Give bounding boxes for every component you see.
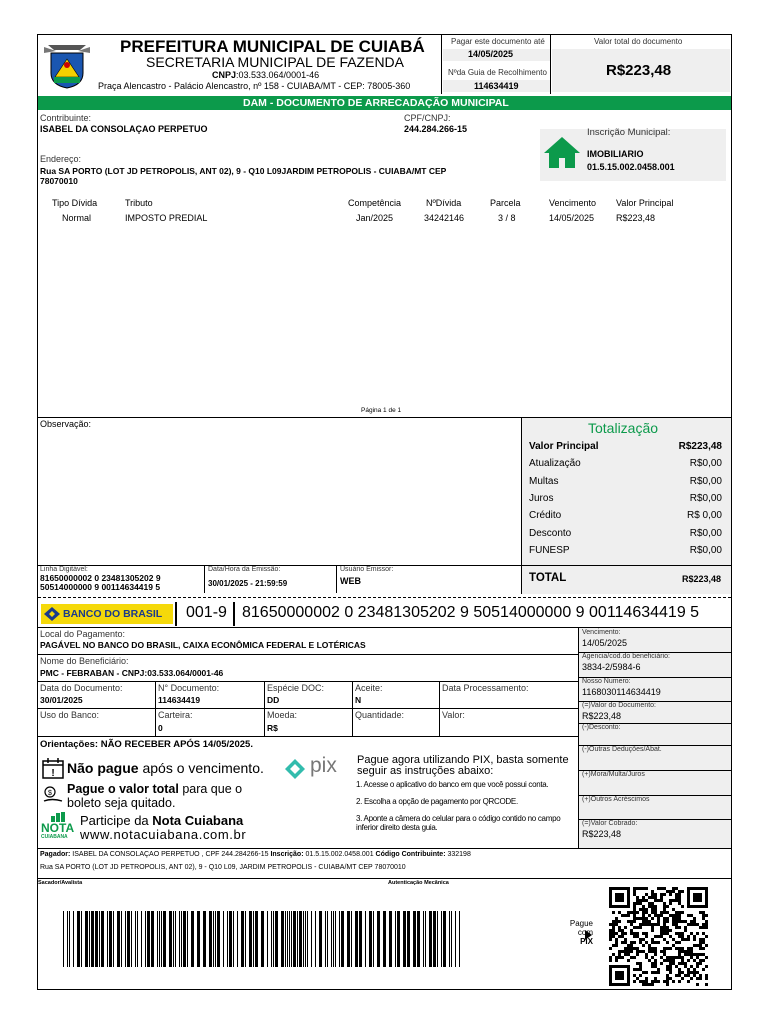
bank-name: BANCO DO BRASIL [63, 608, 163, 620]
th-num-divida: NºDívida [426, 198, 462, 208]
boleto-field-label: (+)Outros Acréscimos [582, 796, 650, 803]
moeda: R$ [267, 723, 278, 733]
document-frame [37, 34, 732, 990]
endereco-line1: Rua SA PORTO (LOT JD PETROPOLIS, ANT 02), 9 - Q10 L09JARDIM PETROPOLIS - CUIABA/MT CEP [40, 166, 447, 176]
boleto-field-value: R$223,48 [582, 711, 622, 721]
boleto-field-label: (-)Desconto: [582, 724, 621, 731]
totalizacao-row-value: R$0,00 [689, 492, 722, 504]
header-title: PREFEITURA MUNICIPAL DE CUIABÁ [120, 37, 425, 56]
pague-pix-2: com [577, 928, 593, 937]
boleto-field-label: (-)Outras Deduções/Abat. [582, 746, 662, 753]
contribuinte-label: Contribuinte: [40, 113, 92, 123]
especie: DD [267, 695, 280, 705]
especie-label: Espécie DOC: [267, 683, 325, 693]
header-cnpj [212, 70, 319, 81]
totalizacao-row-value: R$223,48 [678, 441, 722, 452]
td-valor-principal: R$223,48 [616, 213, 656, 223]
nota-logo-sub: CUIABANA [41, 834, 68, 840]
cnpj-value: :03.533.064/0001-46 [236, 70, 320, 80]
local-pagamento-label: Local do Pagamento: [40, 629, 126, 639]
total-label: Valor total do documento [594, 37, 683, 46]
totalizacao-row [529, 493, 722, 510]
totalizacao-row-label: Crédito [529, 510, 562, 522]
cuiaba-coat-of-arms-icon [42, 41, 92, 89]
digitavel-line1: 81650000002 0 23481305202 9 [40, 573, 161, 583]
pix-qr-code[interactable] [609, 887, 707, 979]
svg-text:!: ! [51, 768, 55, 779]
aceite-label: Aceite: [355, 683, 383, 693]
totalizacao-row [529, 510, 722, 527]
pix-step-3: 3. Aponte a câmera do celular para o código contido no campo inferior direito desta guia. [356, 814, 561, 832]
boleto-field-value: 14/05/2025 [582, 638, 628, 648]
calendar-icon [42, 758, 64, 779]
local-pagamento: PAGÁVEL NO BANCO DO BRASIL, CAIXA ECONÔMICA FEDERAL E LOTÉRICAS [40, 640, 366, 650]
contribuinte-name: ISABEL DA CONSOLAÇAO PERPETUO [40, 124, 208, 134]
pagador-label: Pagador: [40, 851, 71, 858]
pague-valor-line2: boleto seja quitado. [67, 796, 176, 810]
endereco-label: Endereço: [40, 154, 82, 164]
boleto-field-label: Agencia/cod.do beneficiário: [582, 653, 670, 660]
pague-valor-rest: para que o [178, 782, 243, 796]
codigo-contribuinte: 332198 [445, 851, 471, 858]
header-subtitle: SECRETARIA MUNICIPAL DE FAZENDA [146, 54, 405, 70]
uso-banco-label: Uso do Banco: [40, 710, 100, 720]
boleto-field-label: (=)Valor do Documento: [582, 702, 656, 709]
total-value: R$223,48 [606, 62, 672, 79]
inscricao-pagador: 01.5.15.002.0458.001 [303, 851, 376, 858]
boleto-field-label: Nosso Numero: [582, 678, 631, 685]
pix-logo-text: pix [310, 754, 337, 777]
td-tributo: IMPOSTO PREDIAL [125, 213, 208, 223]
emissao-value: 30/01/2025 - 21:59:59 [208, 579, 288, 588]
pague-pix-3: PIX [580, 937, 593, 946]
carteira-label: Carteira: [158, 710, 193, 720]
totalizacao-row-value: R$0,00 [689, 458, 722, 470]
digitavel-line2: 50514000000 9 00114634419 5 [40, 582, 161, 592]
boleto-field-value: R$223,48 [582, 829, 622, 839]
emissao-label: Data/Hora da Emissão: [208, 566, 281, 573]
guia-label: Nºda Guia de Recolhimento [448, 68, 547, 77]
nota-cuiabana-logo [41, 812, 75, 840]
boleto-field-label: Vencimento: [582, 629, 621, 636]
nao-pague-rest: após o vencimento. [138, 760, 264, 776]
pix-title: Pague agora utilizando PIX, basta somente seguir as instruções abaixo: [357, 754, 569, 777]
inscricao-tipo: IMOBILIARIO [587, 149, 644, 159]
th-tipo-divida: Tipo Dívida [52, 198, 98, 208]
house-icon [543, 135, 581, 169]
nota-site: www.notacuiabana.com.br [80, 827, 247, 842]
pague-valor-bold: Pague o valor total [67, 782, 179, 796]
total-row-label: TOTAL [529, 572, 567, 584]
usuario-label: Usuário Emissor: [340, 566, 394, 573]
header-address: Praça Alencastro - Palácio Alencastro, nº 158 - CUIABA/MT - CEP: 78005-360 [98, 81, 411, 91]
participe-bold: Nota Cuiabana [152, 813, 244, 828]
pagador-address: Rua SA PORTO (LOT JD PETROPOLIS, ANT 02), 9 - Q10 L09, JARDIM PETROPOLIS - CUIABA/MT CEP 78070010 [40, 864, 406, 871]
totalizacao-row-label: Atualização [529, 458, 581, 470]
page-indicator: Página 1 de 1 [361, 407, 402, 414]
sacador-label: Sacador/Avalista [38, 880, 83, 886]
beneficiario: PMC - FEBRABAN - CNPJ:03.533.064/0001-46 [40, 668, 224, 678]
usuario-value: WEB [340, 576, 361, 586]
valor-label: Valor: [442, 710, 465, 720]
nao-pague-bold: Não pague [67, 760, 139, 776]
pix-step-2: 2. Escolha a opção de pagamento por QRCODE. [356, 797, 518, 806]
pix-step-1: 1. Acesse o aplicativo do banco em que você possui conta. [356, 780, 549, 789]
pix-logo-icon [284, 754, 352, 781]
svg-text:$: $ [48, 790, 52, 797]
boleto-field-value: 3834-2/5984-6 [582, 662, 641, 672]
boleto-field-value: 1168030114634419 [582, 687, 661, 697]
boleto-linha-digitavel: 81650000002 0 23481305202 9 50514000000 9 00114634419 5 [242, 604, 700, 621]
autenticacao-label: Autenticação Mecânica [388, 880, 449, 886]
td-num-divida: 34242146 [424, 213, 465, 223]
pague-valor-text [67, 782, 242, 796]
th-parcela: Parcela [490, 198, 521, 208]
totalizacao-row [529, 441, 722, 458]
quantidade-label: Quantidade: [355, 710, 405, 720]
banco-do-brasil-logo [41, 604, 173, 624]
data-doc-label: Data do Documento: [40, 683, 123, 693]
totalizacao-row-value: R$ 0,00 [686, 510, 722, 522]
totalizacao-row [529, 458, 722, 475]
total-row-value: R$223,48 [681, 574, 721, 584]
participe-rest: Participe da [80, 813, 153, 828]
th-competencia: Competência [348, 198, 402, 208]
pague-pix-1: Pague [569, 919, 593, 928]
bank-code: 001-9 [186, 604, 227, 621]
nao-pague-text [67, 760, 264, 776]
pay-until-date: 14/05/2025 [468, 49, 514, 59]
beneficiario-label: Nome do Beneficiário: [40, 656, 129, 666]
data-proc-label: Data Processamento: [442, 683, 529, 693]
th-valor-principal: Valor Principal [616, 198, 674, 208]
boleto-field-label: (=)Valor Cobrado: [582, 820, 638, 827]
inscricao-label-pagador: Inscrição: [270, 851, 304, 858]
carteira: 0 [158, 723, 163, 733]
pagador-text: ISABEL DA CONSOLAÇAO PERPETUO , CPF 244.284266-15 [70, 851, 271, 858]
num-doc: 114634419 [158, 695, 201, 705]
data-doc: 30/01/2025 [40, 695, 83, 705]
inscricao-number: 01.5.15.002.0458.001 [587, 162, 675, 172]
barcode [63, 911, 460, 967]
td-vencimento: 14/05/2025 [549, 213, 595, 223]
cpf-value: 244.284.266-15 [404, 124, 468, 134]
participe-text [80, 813, 243, 828]
totalizacao-row-value: R$0,00 [689, 475, 722, 487]
codigo-contribuinte-label: Código Contribuinte: [375, 851, 446, 858]
boleto-field-label: (+)Mora/Multa/Juros [582, 771, 645, 778]
cnpj-label: CNPJ [212, 70, 237, 80]
moeda-label: Moeda: [267, 710, 298, 720]
th-tributo: Tributo [125, 198, 153, 208]
totalizacao-row-label: Valor Principal [529, 441, 599, 452]
td-competencia: Jan/2025 [356, 213, 394, 223]
observacao-label: Observação: [40, 419, 92, 429]
totalizacao-row-label: Multas [529, 475, 559, 487]
totalizacao-row [529, 476, 722, 493]
nota-logo-text: NOTA [41, 821, 75, 835]
cpf-label: CPF/CNPJ: [404, 113, 451, 123]
inscricao-label: Inscrição Municipal: [587, 127, 671, 138]
totalizacao-row [529, 545, 722, 562]
totalizacao-row [529, 528, 722, 545]
orientacoes: Orientações: NÃO RECEBER APÓS 14/05/2025. [40, 739, 253, 750]
arrow-right-icon [585, 930, 592, 940]
endereco-line2: 78070010 [40, 176, 78, 186]
td-parcela: 3 / 8 [498, 213, 516, 223]
guia-number: 114634419 [474, 81, 519, 91]
totalizacao-row-label: Juros [529, 492, 554, 504]
num-doc-label: N° Documento: [158, 683, 220, 693]
totalizacao-row-value: R$0,00 [689, 527, 722, 539]
totalizacao-row-value: R$0,00 [689, 544, 722, 556]
digitavel-label: Linha Digitável: [40, 566, 88, 573]
totalizacao-row-label: Desconto [529, 527, 572, 539]
dam-banner-text: DAM - DOCUMENTO DE ARRECADAÇÃO MUNICIPAL [243, 97, 509, 109]
coin-hand-icon [42, 785, 64, 805]
th-vencimento: Vencimento [549, 198, 597, 208]
totalizacao-title: Totalização [588, 420, 659, 436]
aceite: N [355, 695, 362, 705]
td-tipo-divida: Normal [62, 213, 92, 223]
pay-until-label: Pagar este documento até [451, 37, 545, 46]
pagador-line [40, 851, 471, 858]
totalizacao-row-label: FUNESP [529, 544, 570, 556]
